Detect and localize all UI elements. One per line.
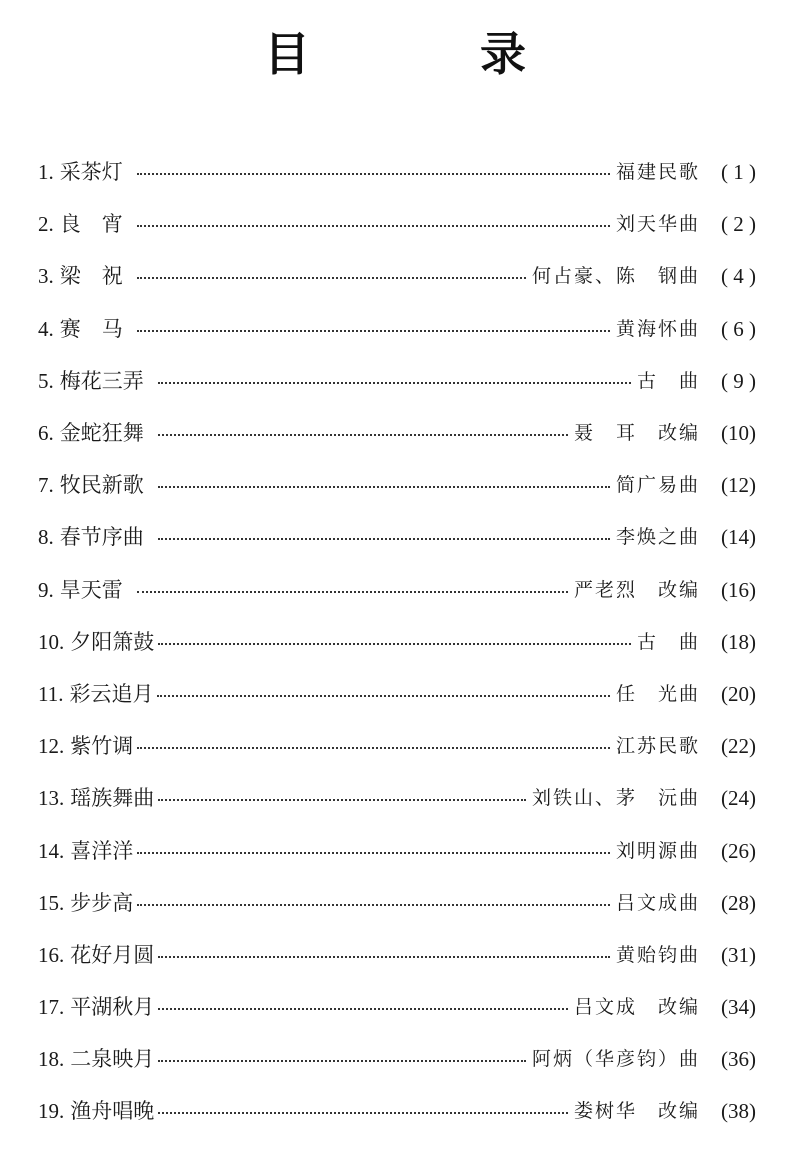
entry-number: 12. <box>38 734 65 759</box>
toc-entry[interactable] <box>38 668 756 720</box>
entry-number: 8. <box>38 525 54 550</box>
entry-page: (10) <box>721 421 756 446</box>
entry-title: 渔舟唱晚 <box>70 1099 155 1124</box>
entry-title: 瑶族舞曲 <box>70 786 155 811</box>
toc-entry[interactable] <box>38 824 756 876</box>
entry-page: (20) <box>721 681 756 706</box>
entry-page: (12) <box>721 473 756 498</box>
entry-title: 步步高 <box>70 890 134 915</box>
entry-number: 14. <box>38 838 65 863</box>
dot-leader <box>137 225 610 227</box>
entry-title: 梅花三弄 <box>59 368 144 393</box>
entry-page: (18) <box>721 629 756 654</box>
entry-composer: 简广易曲 <box>615 474 700 497</box>
entry-composer: 黄贻钧曲 <box>615 943 700 966</box>
entry-page: (24) <box>721 786 756 811</box>
entry-title: 春节序曲 <box>59 525 144 550</box>
page-title: 目 录 <box>264 27 588 81</box>
dot-leader <box>137 330 610 332</box>
entry-composer: 聂 耳 改编 <box>573 422 700 445</box>
entry-number: 9. <box>38 577 54 602</box>
entry-title: 彩云追月 <box>69 681 154 706</box>
toc-entry[interactable] <box>38 1033 756 1085</box>
entry-number: 5. <box>38 368 54 393</box>
dot-leader <box>137 173 610 175</box>
entry-title: 金蛇狂舞 <box>59 421 144 446</box>
entry-title: 夕阳箫鼓 <box>70 629 155 654</box>
toc-entry[interactable] <box>38 511 756 563</box>
dot-leader <box>158 956 610 958</box>
dot-leader <box>137 277 526 279</box>
toc-entry[interactable] <box>38 407 756 459</box>
entry-number: 13. <box>38 786 65 811</box>
entry-page: (36) <box>721 1047 756 1072</box>
dot-leader <box>137 747 610 749</box>
entry-title: 牧民新歌 <box>59 473 144 498</box>
entry-number: 3. <box>38 264 54 289</box>
dot-leader <box>157 695 610 697</box>
entry-number: 17. <box>38 995 65 1020</box>
entry-title: 旱天雷 <box>59 577 123 602</box>
entry-composer: 娄树华 改编 <box>573 1100 700 1123</box>
toc-entry[interactable] <box>38 772 756 824</box>
dot-leader <box>137 904 610 906</box>
dot-leader <box>158 1112 568 1114</box>
dot-leader <box>137 852 610 854</box>
dot-leader <box>158 1060 526 1062</box>
dot-leader <box>158 434 568 436</box>
entry-composer: 福建民歌 <box>615 161 700 184</box>
entry-composer: 刘明源曲 <box>615 839 700 862</box>
toc-entry[interactable] <box>38 929 756 981</box>
toc-entry[interactable] <box>38 459 756 511</box>
entry-number: 19. <box>38 1099 65 1124</box>
entry-composer: 刘铁山、茅 沅曲 <box>531 787 700 810</box>
dot-leader <box>158 538 610 540</box>
entry-number: 6. <box>38 421 54 446</box>
entry-title: 赛 马 <box>59 316 123 341</box>
dot-leader <box>158 486 610 488</box>
entry-number: 10. <box>38 629 65 654</box>
toc-entry[interactable] <box>38 564 756 616</box>
dot-leader <box>137 591 568 593</box>
toc-entry[interactable] <box>38 355 756 407</box>
toc-entry[interactable] <box>38 250 756 302</box>
entry-number: 11. <box>38 681 64 706</box>
toc-entry[interactable] <box>38 1085 756 1137</box>
entry-composer: 江苏民歌 <box>615 735 700 758</box>
entry-title: 平湖秋月 <box>70 995 155 1020</box>
entry-composer: 阿炳（华彦钧）曲 <box>531 1048 700 1071</box>
toc-entry[interactable] <box>38 981 756 1033</box>
entry-page: ( 6 ) <box>721 316 756 341</box>
entry-page: ( 4 ) <box>721 264 756 289</box>
entry-composer: 吕文成曲 <box>615 891 700 914</box>
entry-composer: 吕文成 改编 <box>573 996 700 1019</box>
entry-number: 2. <box>38 212 54 237</box>
toc-entry[interactable] <box>38 616 756 668</box>
entry-page: (31) <box>721 942 756 967</box>
dot-leader <box>158 382 631 384</box>
entry-page: (14) <box>721 525 756 550</box>
entry-composer: 黄海怀曲 <box>615 317 700 340</box>
entry-page: (38) <box>721 1099 756 1124</box>
entry-title: 花好月圆 <box>70 942 155 967</box>
dot-leader <box>158 643 631 645</box>
dot-leader <box>158 799 526 801</box>
entry-composer: 李焕之曲 <box>615 526 700 549</box>
entry-title: 梁 祝 <box>59 264 123 289</box>
entry-number: 16. <box>38 942 65 967</box>
entry-page: (26) <box>721 838 756 863</box>
entry-page: (16) <box>721 577 756 602</box>
entry-number: 18. <box>38 1047 65 1072</box>
entry-composer: 古 曲 <box>636 630 700 653</box>
entry-title: 二泉映月 <box>70 1047 155 1072</box>
toc-entry[interactable] <box>38 720 756 772</box>
table-of-contents <box>38 146 756 1138</box>
entry-title: 紫竹调 <box>70 734 134 759</box>
entry-page: (22) <box>721 734 756 759</box>
entry-number: 15. <box>38 890 65 915</box>
entry-page: ( 9 ) <box>721 368 756 393</box>
entry-composer: 刘天华曲 <box>615 213 700 236</box>
dot-leader <box>158 1008 568 1010</box>
entry-title: 喜洋洋 <box>70 838 134 863</box>
entry-page: (34) <box>721 995 756 1020</box>
entry-number: 4. <box>38 316 54 341</box>
entry-composer: 古 曲 <box>636 369 700 392</box>
entry-number: 7. <box>38 473 54 498</box>
entry-page: (28) <box>721 890 756 915</box>
entry-title: 良 宵 <box>59 212 123 237</box>
entry-composer: 何占豪、陈 钢曲 <box>531 265 700 288</box>
entry-title: 采茶灯 <box>59 160 123 185</box>
toc-entry[interactable] <box>38 303 756 355</box>
entry-page: ( 2 ) <box>721 212 756 237</box>
toc-entry[interactable] <box>38 877 756 929</box>
toc-entry[interactable] <box>38 198 756 250</box>
entry-composer: 任 光曲 <box>615 682 700 705</box>
entry-page: ( 1 ) <box>721 160 756 185</box>
toc-entry[interactable] <box>38 146 756 198</box>
entry-composer: 严老烈 改编 <box>573 578 700 601</box>
entry-number: 1. <box>38 160 54 185</box>
